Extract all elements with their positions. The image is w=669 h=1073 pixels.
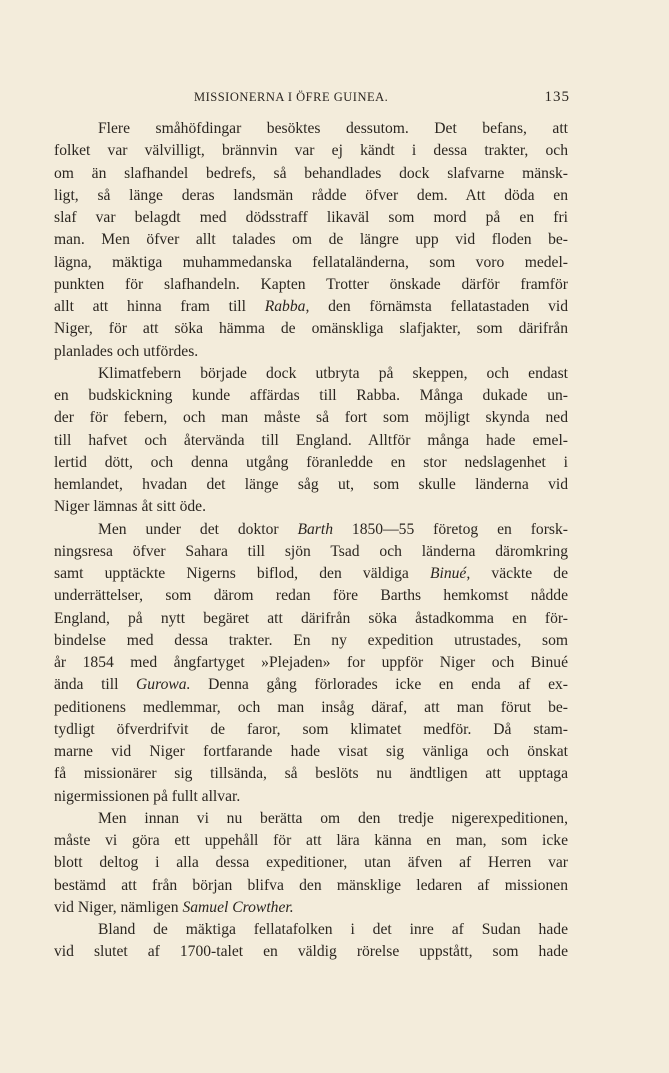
- text-line: måste vi göra ett uppehåll för att lära känna en man, som icke: [54, 832, 568, 849]
- text-line: en budskickning kunde affärdas till Rabba. Många dukade un-: [54, 387, 568, 404]
- page-number: 135: [544, 89, 570, 105]
- text-line: planlades och utfördes.: [54, 342, 199, 360]
- italic-term: Binué,: [429, 565, 471, 582]
- text-line: marne vid Niger fortfarande hade visat sig vänliga och önskat: [54, 743, 568, 760]
- text-line: ningsresa öfver Sahara till sjön Tsad och länderna däromkring: [54, 542, 568, 560]
- text-line: om än slafhandel bedrefs, så behandlades dock slafvarne mänsk-: [54, 164, 568, 182]
- text-line: peditionens medlemmar, och man insåg däraf, att man förut be-: [54, 698, 568, 716]
- text-line: bestämd att från början blifva den mänsklige ledaren af missionen: [54, 876, 568, 894]
- text-line: folket var välvilligt, brännvin var ej kändt i dessa trakter, och: [54, 142, 568, 160]
- italic-term: Gurowa.: [136, 676, 191, 694]
- text-segment: ända till: [54, 676, 137, 694]
- text-line: [54, 674, 568, 696]
- running-head: MISSIONERNA I ÖFRE GUINEA.: [194, 90, 389, 104]
- text-line: få missionärer sig tillsända, så beslöts nu ändtligen att upptaga: [54, 765, 568, 783]
- text-line: nigermissionen på fullt allvar.: [54, 787, 241, 805]
- text-line: punkten för slafhandeln. Kapten Trotter önskade därför framför: [54, 275, 568, 293]
- text-segment: Men under det doktor: [98, 520, 298, 538]
- text-line: [54, 519, 568, 541]
- text-line: der för febern, och man måste så fort som möjligt skynda ned: [54, 409, 568, 427]
- italic-term: Samuel Crowther.: [182, 898, 294, 916]
- text-segment: samt upptäckte Nigerns biflod, den väldiga: [54, 565, 430, 582]
- text-segment: allt att hinna fram till: [54, 298, 265, 315]
- text-segment: 1850—55 företog en forsk-: [333, 520, 568, 538]
- text-segment: väckte de: [470, 565, 568, 582]
- text-line: England, på nytt begäret att därifrån söka åstadkomma en för-: [54, 609, 568, 627]
- text-line: Men innan vi nu berätta om den tredje nigerexpeditionen,: [98, 809, 568, 827]
- text-segment: Denna gång förlorades icke en enda af ex-: [190, 676, 568, 694]
- text-line: vid slutet af 1700-talet en väldig rörelse uppstått, som hade: [54, 943, 568, 961]
- text-line: Flere småhöfdingar besöktes dessutom. Det befans, att: [98, 120, 568, 137]
- text-line: Niger, för att söka hämma de omänskliga slafjakter, som därifrån: [54, 320, 568, 338]
- text-line: [54, 897, 568, 919]
- text-line: år 1854 med ångfartyget »Plejaden» for uppför Niger och Binué: [54, 654, 568, 671]
- text-line: Klimatfebern började dock utbryta på skeppen, och endast: [98, 364, 568, 382]
- text-line: hemlandet, hvadan det länge såg ut, som skulle länderna vid: [54, 476, 568, 493]
- italic-term: Barth: [297, 520, 333, 538]
- text-line: slaf var belagdt med dödsstraff likaväl som mord på en fri: [54, 209, 568, 226]
- text-line: [54, 563, 568, 585]
- page-header: [54, 90, 570, 110]
- text-line: [54, 296, 568, 318]
- text-line: man. Men öfver allt talades om de längre upp vid floden be-: [54, 231, 568, 249]
- text-line: bindelse med dessa trakter. En ny expedition utrustades, som: [54, 631, 568, 649]
- text-line: lertid dött, och denna utgång föranledde en stor nedslagenhet i: [54, 453, 568, 471]
- italic-term: Rabba,: [264, 298, 310, 315]
- text-line: underrättelser, som därom redan före Barths hemkomst nådde: [54, 587, 568, 605]
- text-line: lägna, mäktiga muhammedanska fellataländerna, som voro medel-: [54, 253, 568, 271]
- text-line: till hafvet och återvända till England. Alltför många hade emel-: [54, 431, 568, 449]
- text-line: Niger lämnas åt sitt öde.: [54, 498, 207, 516]
- body-text: [54, 118, 568, 964]
- text-line: Bland de mäktiga fellatafolken i det inre af Sudan hade: [98, 921, 568, 938]
- text-line: blott deltog i alla dessa expeditioner, utan äfven af Herren var: [54, 854, 568, 872]
- text-segment: den förnämsta fellatastaden vid: [309, 298, 568, 315]
- text-line: tydligt öfverdrifvit de faror, som klimatet medför. Då stam-: [54, 720, 568, 738]
- text-segment: vid Niger, nämligen: [54, 898, 183, 916]
- text-line: ligt, så länge deras landsmän rådde öfver dem. Att döda en: [54, 186, 568, 204]
